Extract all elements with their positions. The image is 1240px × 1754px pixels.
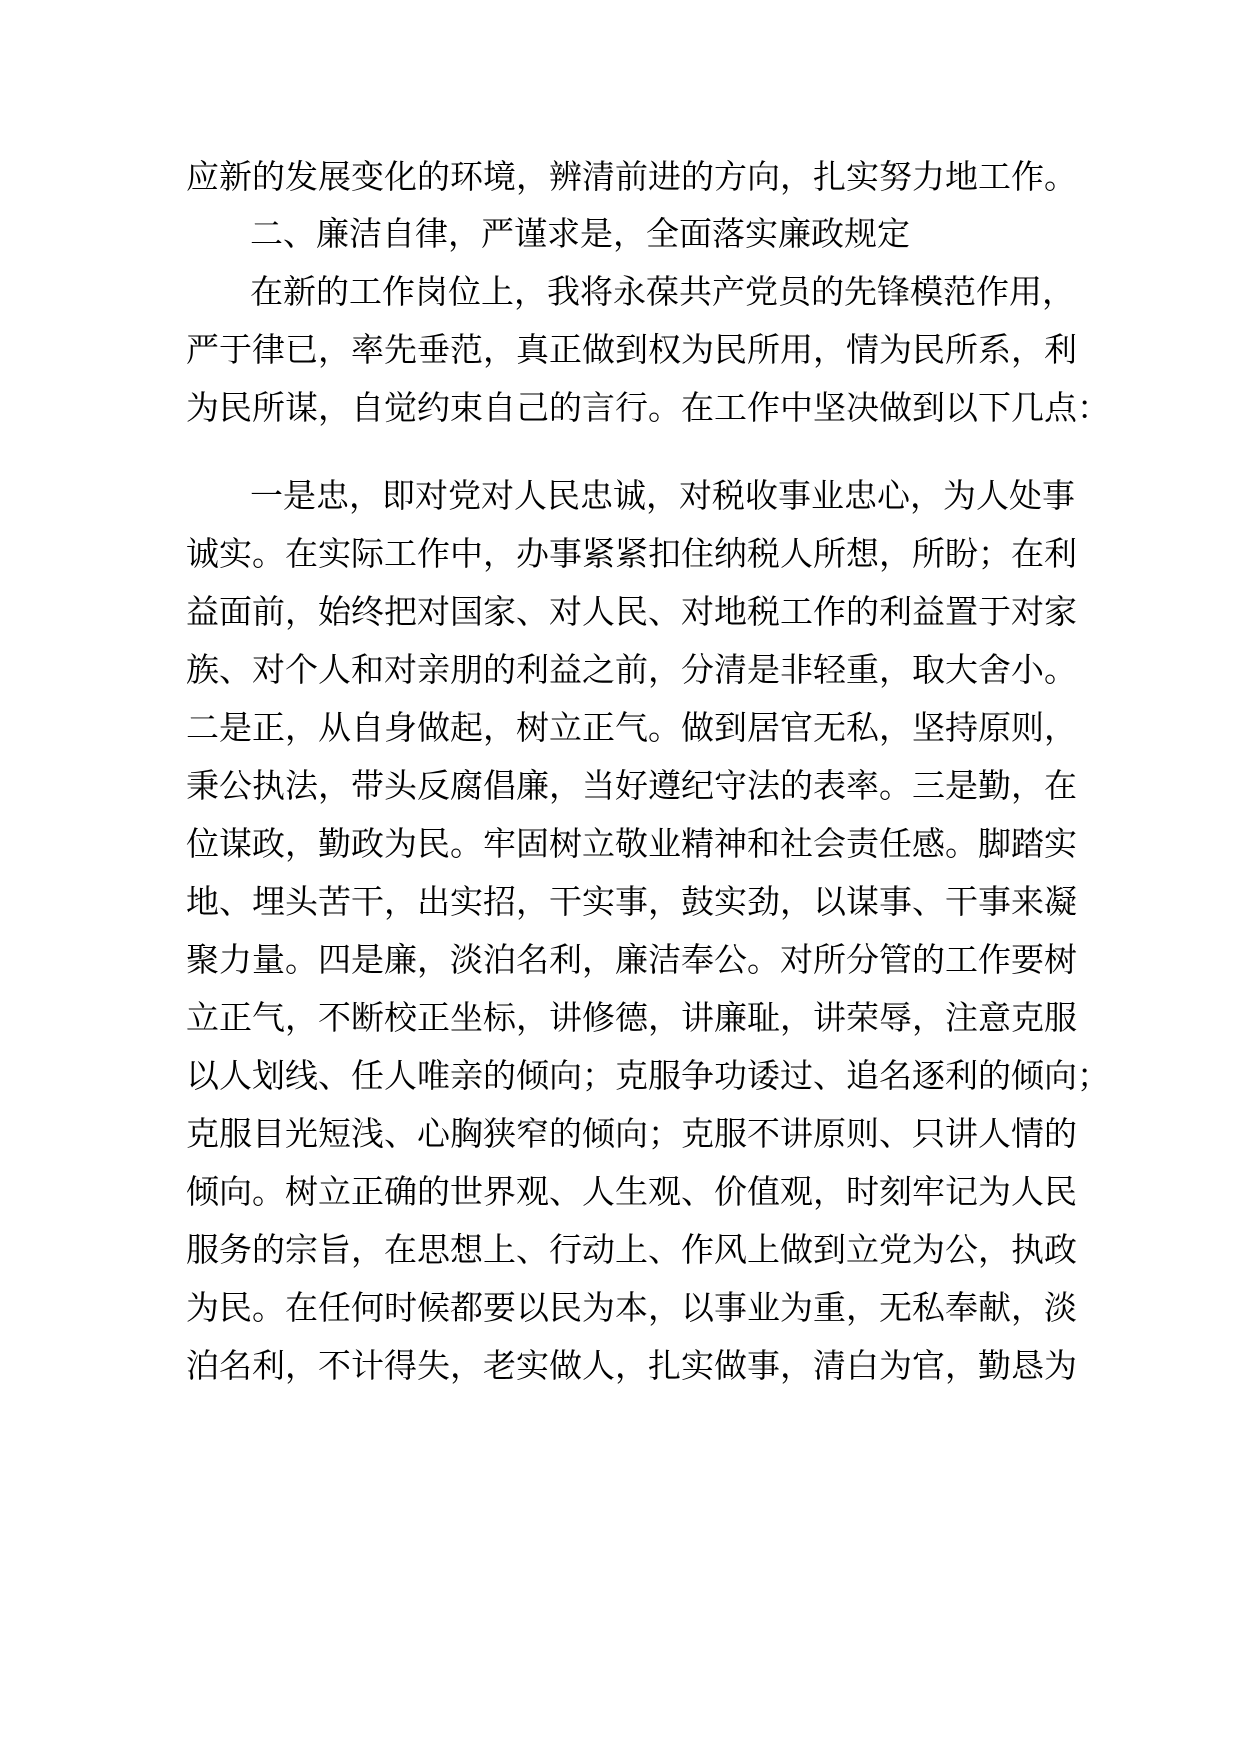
- text-line: 泊名利，不计得失，老实做人，扎实做事，清白为官，勤恳为: [186, 1346, 1077, 1385]
- text-line: 以人划线、任人唯亲的倾向；克服争功诿过、追名逐利的倾向；: [186, 1056, 1110, 1095]
- text-line: 严于律已，率先垂范，真正做到权为民所用，情为民所系，利: [186, 330, 1077, 369]
- text-line: 族、对个人和对亲朋的利益之前，分清是非轻重，取大舍小。: [186, 650, 1077, 689]
- text-line: 位谋政，勤政为民。牢固树立敬业精神和社会责任感。脚踏实: [186, 824, 1077, 863]
- text-line: 为民。在任何时候都要以民为本，以事业为重，无私奉献，淡: [186, 1288, 1077, 1327]
- text-line: 服务的宗旨，在思想上、行动上、作风上做到立党为公，执政: [186, 1230, 1077, 1269]
- text-line: 聚力量。四是廉，淡泊名利，廉洁奉公。对所分管的工作要树: [186, 940, 1077, 979]
- text-line: 在新的工作岗位上，我将永葆共产党员的先锋模范作用，: [250, 272, 1075, 311]
- text-line: 一是忠，即对党对人民忠诚，对税收事业忠心，为人处事: [250, 476, 1075, 515]
- section-heading: 二、廉洁自律，严谨求是，全面落实廉政规定: [250, 214, 910, 253]
- text-line: 为民所谋，自觉约束自己的言行。在工作中坚决做到以下几点：: [186, 388, 1110, 427]
- text-line: 益面前，始终把对国家、对人民、对地税工作的利益置于对家: [186, 592, 1077, 631]
- text-line: 立正气，不断校正坐标，讲修德，讲廉耻，讲荣辱，注意克服: [186, 998, 1077, 1037]
- text-line: 诚实。在实际工作中，办事紧紧扣住纳税人所想，所盼；在利: [186, 534, 1077, 573]
- text-line: 应新的发展变化的环境，辨清前进的方向，扎实努力地工作。: [186, 157, 1077, 196]
- text-line: 秉公执法，带头反腐倡廉，当好遵纪守法的表率。三是勤，在: [186, 766, 1077, 805]
- text-line: 克服目光短浅、心胸狭窄的倾向；克服不讲原则、只讲人情的: [186, 1114, 1077, 1153]
- text-line: 倾向。树立正确的世界观、人生观、价值观，时刻牢记为人民: [186, 1172, 1077, 1211]
- text-line: 二是正，从自身做起，树立正气。做到居官无私，坚持原则，: [186, 708, 1077, 747]
- text-line: 地、埋头苦干，出实招，干实事，鼓实劲，以谋事、干事来凝: [186, 882, 1077, 921]
